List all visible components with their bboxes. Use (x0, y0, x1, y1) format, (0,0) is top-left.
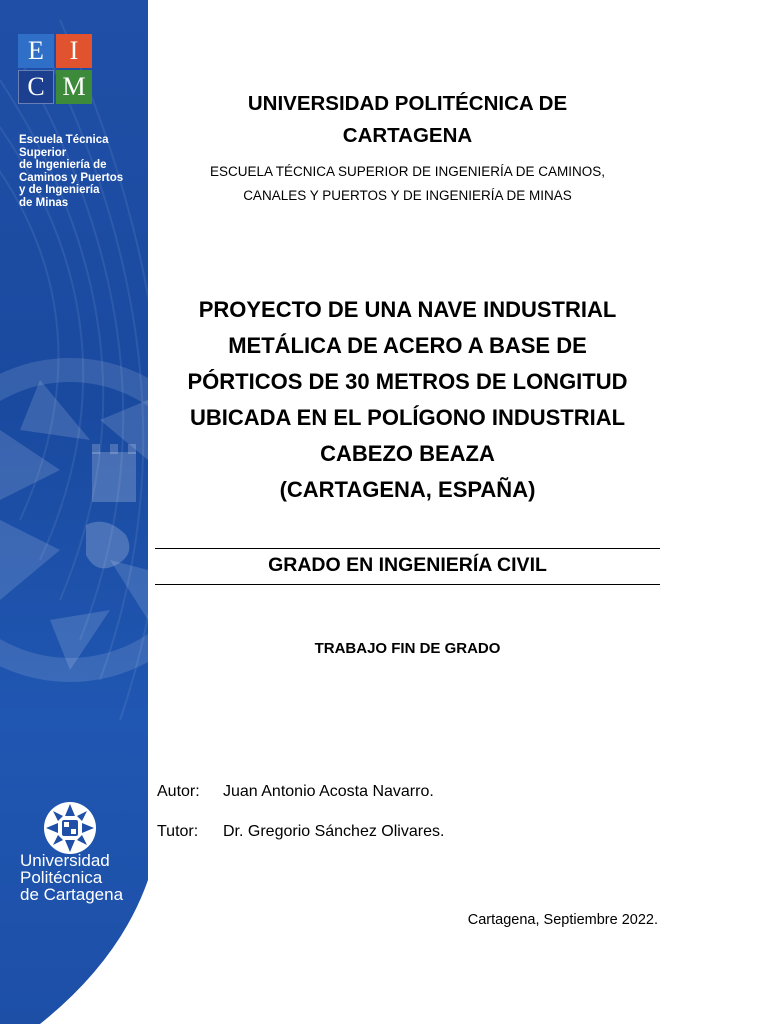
school-line: Escuela Técnica (19, 134, 109, 146)
sidebar-band (0, 0, 148, 1024)
logo-letter-e: E (18, 34, 54, 68)
author-name: Juan Antonio Acosta Navarro. (223, 783, 434, 800)
university-title (155, 88, 660, 152)
tutor-line (157, 822, 444, 842)
school-line: Caminos y Puertos (19, 171, 124, 184)
project-title-line: CABEZO BEAZA (320, 441, 495, 466)
school-title-line: CANALES Y PUERTOS Y DE INGENIERÍA DE MINAS (243, 188, 572, 203)
university-wordmark-line: de Cartagena (20, 885, 124, 904)
divider-bottom (155, 584, 660, 585)
project-title (155, 292, 660, 508)
author-label: Autor: (157, 783, 200, 800)
university-wordmark (20, 852, 123, 903)
tutor-name: Dr. Gregorio Sánchez Olivares. (223, 823, 445, 840)
school-line: de Ingeniería de (19, 159, 107, 171)
university-title-line: UNIVERSIDAD POLITÉCNICA DE (247, 92, 568, 115)
logo-letter-m: M (56, 70, 92, 104)
logo-letter-c: C (18, 70, 54, 104)
logo-letter-i: I (56, 34, 92, 68)
project-title-line: PROYECTO DE UNA NAVE INDUSTRIAL (198, 297, 617, 322)
school-line: y de Ingeniería (19, 184, 100, 196)
university-wordmark-line: Politécnica (20, 868, 103, 887)
place-date: Cartagena, Septiembre 2022. (467, 912, 658, 928)
project-title-line: UBICADA EN EL POLÍGONO INDUSTRIAL (189, 405, 626, 430)
work-type: TRABAJO FIN DE GRADO (314, 640, 501, 657)
university-wordmark-line: Universidad (20, 851, 110, 870)
divider-top (155, 548, 660, 549)
university-title-line: CARTAGENA (342, 124, 473, 147)
project-title-line: (CARTAGENA, ESPAÑA) (279, 477, 536, 502)
upct-emblem-icon (42, 800, 98, 856)
school-line: Superior (19, 146, 67, 159)
tutor-label: Tutor: (157, 823, 199, 840)
school-title (155, 160, 660, 208)
degree-title: GRADO EN INGENIERÍA CIVIL (268, 554, 547, 576)
project-title-line: METÁLICA DE ACERO A BASE DE (228, 333, 587, 358)
project-title-line: PÓRTICOS DE 30 METROS DE LONGITUD (187, 369, 628, 394)
school-line: de Minas (19, 196, 69, 209)
school-title-line: ESCUELA TÉCNICA SUPERIOR DE INGENIERÍA DE CAMINOS, (209, 164, 606, 179)
eicm-logo (18, 34, 92, 104)
school-name (19, 134, 144, 209)
author-line (157, 782, 434, 802)
